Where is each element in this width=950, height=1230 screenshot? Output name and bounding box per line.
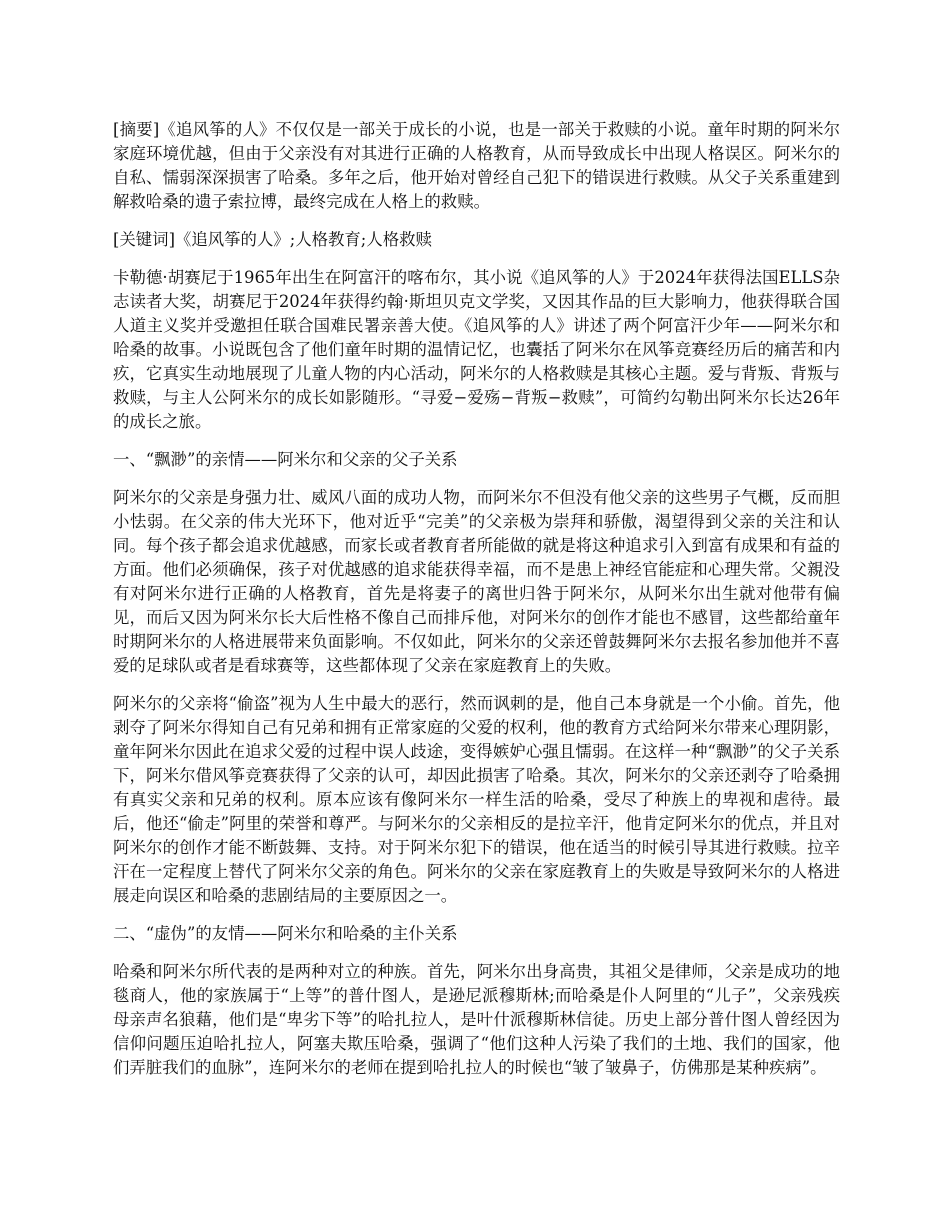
- section-1-heading: 一、“飘渺”的亲情——阿米尔和父亲的父子关系: [113, 450, 458, 469]
- document-body: [113, 118, 840, 1094]
- keywords-paragraph: [关键词]《追风筝的人》;人格教育;人格救赎: [113, 230, 432, 249]
- section-1-paragraph-2: 阿米尔的父亲将“偷盗”视为人生中最大的恶行，然而讽刺的是，他自己本身就是一个小偷。首先，他剥夺了阿米尔得知自己有兄弟和拥有正常家庭的父爱的权利，他的教育方式给阿米尔带来心理阴影，童年阿米尔因此在追求父爱的过程中误人歧途，变得嫉妒心强且懦弱。在这样一种“飘渺”的父子关系下，阿米尔借风筝竞赛获得了父亲的认可，却因此损害了哈桑。其次，阿米尔的父亲还剥夺了哈桑拥有真实父亲和兄弟的权利。原本应该有像阿米尔一样生活的哈桑，受尽了种族上的卑视和虐待。最后，他还“偷走”阿里的荣誉和尊严。与阿米尔的父亲相反的是拉辛汗，他肯定阿米尔的优点，并且对阿米尔的创作才能不断鼓舞、支持。对于阿米尔犯下的错误，他在适当的时候引导其进行救赎。拉辛汗在一定程度上替代了阿米尔父亲的角色。阿米尔的父亲在家庭教育上的失败是导致阿米尔的人格进展走向误区和哈桑的悲剧结局的主要原因之一。: [113, 694, 840, 905]
- section-2-heading: 二、“虚伪”的友情——阿米尔和哈桑的主仆关系: [113, 924, 458, 943]
- intro-paragraph: 卡勒德·胡赛尼于1965年出生在阿富汗的喀布尔，其小说《追风筝的人》于2024年获得法国ELLS杂志读者大奖，胡赛尼于2024年获得约翰·斯坦贝克文学奖，又因其作品的巨大影响力，他获得联合国人道主义奖并受邀担任联合国难民署亲善大使。《追风筝的人》讲述了两个阿富汗少年——阿米尔和哈桑的故事。小说既包含了他们童年时期的温情记忆，也囊括了阿米尔在风筝竞赛经历后的痛苦和内疚，它真实生动地展现了儿童人物的内心活动，阿米尔的人格救赎是其核心主题。爱与背叛、背叛与救赎，与主人公阿米尔的成长如影随形。“寻爱−爱殇−背叛−救赎”，可简约勾勒出阿米尔长达26年的成长之旅。: [113, 268, 840, 431]
- abstract-paragraph: [摘要]《追风筝的人》不仅仅是一部关于成长的小说，也是一部关于救赎的小说。童年时期的阿米尔家庭环境优越，但由于父亲没有对其进行正确的人格教育，从而导致成长中出现人格误区。阿米尔的自私、懦弱深深损害了哈桑。多年之后，他开始对曾经自己犯下的错误进行救赎。从父子关系重建到解救哈桑的遗子索拉博，最终完成在人格上的救赎。: [113, 120, 840, 211]
- section-2-paragraph-1: 哈桑和阿米尔所代表的是两种对立的种族。首先，阿米尔出身高贵，其祖父是律师，父亲是成功的地毯商人，他的家族属于“上等”的普什图人，是逊尼派穆斯林;而哈桑是仆人阿里的“儿子”，父亲残疾母亲声名狼藉，他们是“卑劣下等”的哈扎拉人，是叶什派穆斯林信徒。历史上部分普什图人曾经因为信仰问题压迫哈扎拉人，阿塞夫欺压哈桑，强调了“他们这种人污染了我们的土地、我们的国家，他们弄脏我们的血脉”，连阿米尔的老师在提到哈扎拉人的时候也“皱了皱鼻子，仿佛那是某种疾病”。: [113, 962, 840, 1077]
- section-1-paragraph-1: 阿米尔的父亲是身强力壮、威风八面的成功人物，而阿米尔不但没有他父亲的这些男子气概，反而胆小怯弱。在父亲的伟大光环下，他对近乎“完美”的父亲极为崇拜和骄傲，渴望得到父亲的关注和认同。每个孩子都会追求优越感，而家长或者教育者所能做的就是将这种追求引入到富有成果和有益的方面。他们必须确保，孩子对优越感的追求能获得幸福，而不是患上神经官能症和心理失常。父親没有对阿米尔进行正确的人格教育，首先是将妻子的离世归咎于阿米尔，从阿米尔出生就对他带有偏见，而后又因为阿米尔长大后性格不像自己而排斥他，对阿米尔的创作才能也不感冒，这些都给童年时期阿米尔的人格进展带来负面影响。不仅如此，阿米尔的父亲还曾鼓舞阿米尔去报名参加他并不喜爱的足球队或者是看球赛等，这些都体现了父亲在家庭教育上的失败。: [113, 488, 840, 675]
